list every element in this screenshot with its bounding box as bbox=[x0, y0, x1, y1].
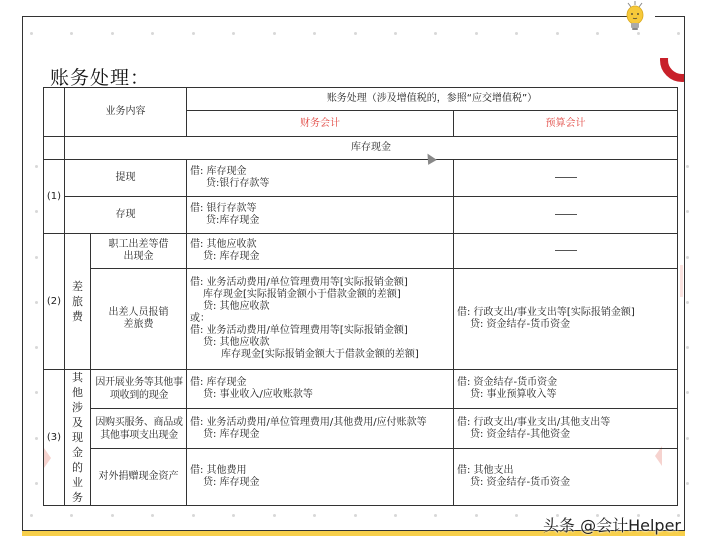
group-number: (2) bbox=[44, 234, 65, 370]
decorative-dots-right bbox=[686, 165, 690, 485]
business-item: 因购买服务、商品或其他事项支出现金 bbox=[91, 409, 187, 448]
header-number-cell bbox=[44, 88, 65, 137]
header-accounting-treatment: 账务处理（涉及增值税的，参照“应交增值税”） bbox=[187, 88, 678, 111]
slide-frame-right bbox=[684, 16, 685, 530]
decorative-strip bbox=[680, 265, 683, 297]
dash-placeholder bbox=[555, 214, 577, 215]
financial-entry: 借: 库存现金 贷:银行存款等 bbox=[187, 160, 454, 197]
table-header-row-1 bbox=[44, 88, 678, 111]
table-row bbox=[44, 160, 678, 197]
table-row bbox=[44, 269, 678, 370]
group-number: (3) bbox=[44, 370, 65, 506]
financial-entry: 借: 业务活动费用/单位管理费用等[实际报销金额] 库存现金[实际报销金额小于借款金额的差额] 贷: 其他应收款 或： 借: 业务活动费用/单位管理费用等[实际报销金额] 贷: 其他应收款 库存现金[实际报销金额大于借款金额的差额] bbox=[187, 269, 454, 370]
budget-entry: 借: 资金结存-货币资金 贷: 事业预算收入等 bbox=[454, 370, 678, 409]
watermark: 头条 @会计Helper bbox=[543, 516, 681, 535]
financial-entry: 借: 银行存款等 贷:库存现金 bbox=[187, 197, 454, 234]
brand-logo-arc-icon bbox=[660, 58, 684, 84]
header-financial-accounting: 财务会计 bbox=[187, 111, 454, 137]
business-item: 存现 bbox=[65, 197, 187, 234]
budget-entry: 借: 行政支出/事业支出/其他支出等 贷: 资金结存-其他资金 bbox=[454, 409, 678, 448]
budget-entry-none bbox=[454, 234, 678, 269]
business-item: 提现 bbox=[65, 160, 187, 197]
table-row bbox=[44, 370, 678, 409]
slide-frame-top-right bbox=[655, 16, 684, 17]
section-number-cell bbox=[44, 137, 65, 160]
group-category: 差旅费 bbox=[65, 234, 91, 370]
dash-placeholder bbox=[555, 250, 577, 251]
table-row bbox=[44, 448, 678, 505]
business-item: 出差人员报销差旅费 bbox=[91, 269, 187, 370]
table-row bbox=[44, 234, 678, 269]
budget-entry-none bbox=[454, 160, 678, 197]
decorative-dots-top bbox=[30, 32, 680, 36]
slide-title: 账务处理： bbox=[50, 67, 151, 89]
group-category: 其他涉及现金的业务 bbox=[65, 370, 91, 506]
slide-frame-top-left bbox=[22, 16, 627, 17]
business-item: 职工出差等借出现金 bbox=[91, 234, 187, 269]
section-title-row bbox=[44, 137, 678, 160]
slide-frame-left bbox=[22, 16, 23, 530]
budget-entry: 借: 其他支出 贷: 资金结存-货币资金 bbox=[454, 448, 678, 505]
financial-entry: 借: 库存现金 贷: 事业收入/应收账款等 bbox=[187, 370, 454, 409]
budget-entry-none bbox=[454, 197, 678, 234]
financial-entry: 借: 业务活动费用/单位管理费用/其他费用/应付账款等 贷: 库存现金 bbox=[187, 409, 454, 448]
dash-placeholder bbox=[555, 177, 577, 178]
lightbulb-mascot-icon bbox=[622, 0, 648, 32]
table-row bbox=[44, 197, 678, 234]
header-budget-accounting: 预算会计 bbox=[454, 111, 678, 137]
financial-entry: 借: 其他费用 贷: 库存现金 bbox=[187, 448, 454, 505]
decorative-dots-left bbox=[35, 165, 39, 485]
table-row bbox=[44, 409, 678, 448]
business-item: 因开展业务等其他事项收到的现金 bbox=[91, 370, 187, 409]
section-title: 库存现金 bbox=[65, 137, 678, 160]
group-number: (1) bbox=[44, 160, 65, 234]
financial-entry: 借: 其他应收款 贷: 库存现金 bbox=[187, 234, 454, 269]
header-business-content: 业务内容 bbox=[65, 88, 187, 137]
budget-entry: 借: 行政支出/事业支出等[实际报销金额] 贷: 资金结存-货币资金 bbox=[454, 269, 678, 370]
business-item: 对外捐赠现金资产 bbox=[91, 448, 187, 505]
accounting-treatment-table bbox=[43, 87, 678, 506]
